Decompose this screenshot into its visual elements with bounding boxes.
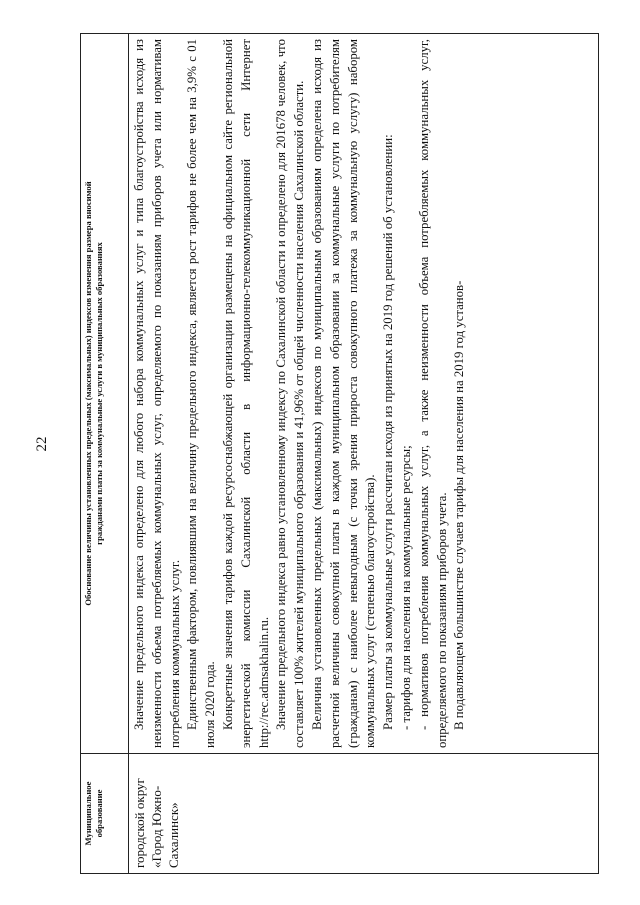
paragraph: Единственным фактором, повлиявшим на величину предельного индекса, является рост тарифов не более чем на 3,9% с 01 июля 2020 года. xyxy=(185,39,218,748)
page-number: 22 xyxy=(34,436,50,452)
justification-cell xyxy=(129,34,599,754)
header-municipality: Муниципальное образование xyxy=(81,754,129,874)
justification-table xyxy=(80,33,599,874)
table-row xyxy=(129,34,599,874)
table-header-row xyxy=(81,34,129,874)
municipality-cell: городской округ «Город Южно-Сахалинск» xyxy=(129,754,599,874)
paragraph: Конкретные значения тарифов каждой ресурсоснабжающей организации размещены на официальном сайте региональной энергетической комиссии Сахалинской области в информационно-телекоммуникационной сети Интернет http://rec.admsakhalin.ru. xyxy=(220,39,271,748)
paragraph: Значение предельного индекса равно установленному индексу по Сахалинской области и определено для 201678 человек, что составляет 100% жителей муниципального образования и 41,96% от общей численности населения Сахалинской области. xyxy=(274,39,307,748)
paragraph: Значение предельного индекса определено для любого набора коммунальных услуг и типа благоустройства исходя из неизменности объема потребляемых коммунальных услуг, определяемого по показаниям приборов учета или нормативам потребления коммунальных услуг. xyxy=(132,39,182,748)
paragraph: В подавляющем большинстве случаев тарифы для населения на 2019 год установ- xyxy=(452,280,467,730)
header-justification-line2: гражданами платы за коммунальные услуги в муниципальных образованиях xyxy=(94,242,104,545)
paragraph: Величина установленных предельных (максимальных) индексов по муниципальным образованиям определена исходя из расчетной величины совокупной платы в каждом муниципальном образовании за коммунальные услуги по потребителям (гражданам) с наиболее невыгодным (с точки зрения прироста совокупного платежа за коммунальную услугу) набором коммунальных услуг (степенью благоустройства). xyxy=(309,39,378,748)
paragraph: - тарифов для населения на коммунальные ресурсы; xyxy=(398,445,413,730)
paragraph: - нормативов потребления коммунальных услуг, а также неизменности объема потребляемых коммунальных услуг, определяемого по показаниям приборов учета. xyxy=(416,39,449,748)
rotated-table-wrapper xyxy=(80,34,620,874)
header-justification xyxy=(81,34,129,754)
paragraph: Размер платы за коммунальные услуги рассчитан исходя из принятых на 2019 год решений об установлении: xyxy=(381,134,396,730)
header-justification-line1: Обоснование величины установленных предельных (максимальных) индексов изменения размера вносимой xyxy=(83,181,93,606)
